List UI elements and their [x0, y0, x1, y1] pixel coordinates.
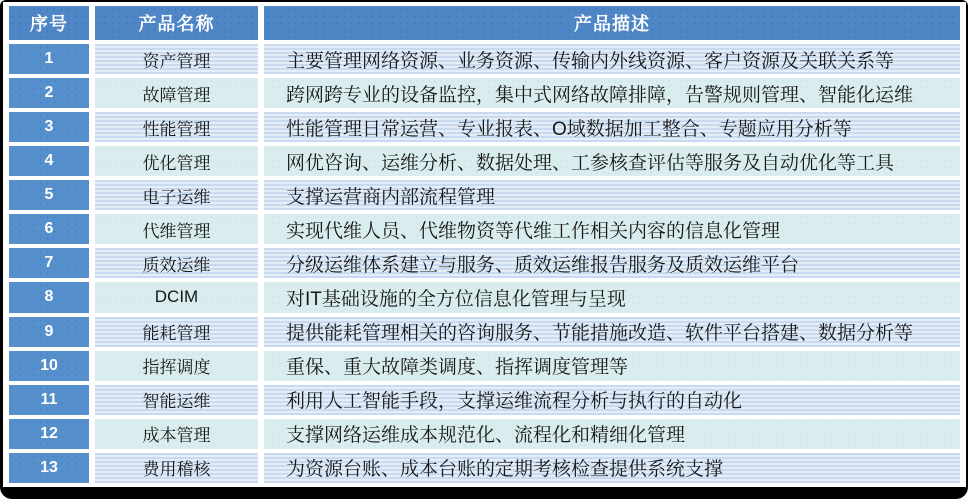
- product-name-cell: 故障管理: [95, 78, 258, 108]
- product-table: [3, 2, 966, 487]
- product-name-cell: 资产管理: [95, 44, 258, 74]
- table-row: [9, 453, 960, 483]
- table-body: [9, 44, 960, 483]
- row-number-cell: 1: [9, 44, 89, 74]
- product-desc-cell: 跨网跨专业的设备监控，集中式网络故障排障，告警规则管理、智能化运维: [264, 78, 960, 108]
- table-row: [9, 78, 960, 108]
- table-row: [9, 282, 960, 312]
- header-cell-no: 序号: [9, 6, 89, 40]
- table-row: [9, 419, 960, 449]
- table-row: [9, 317, 960, 347]
- table-row: [9, 248, 960, 278]
- row-number-cell: 10: [9, 351, 89, 381]
- row-number-cell: 13: [9, 453, 89, 483]
- product-name-cell: 优化管理: [95, 146, 258, 176]
- product-name-cell: DCIM: [95, 282, 258, 312]
- product-name-cell: 电子运维: [95, 180, 258, 210]
- row-number-cell: 2: [9, 78, 89, 108]
- product-name-cell: 成本管理: [95, 419, 258, 449]
- row-number-cell: 6: [9, 214, 89, 244]
- table-row: [9, 180, 960, 210]
- row-number-cell: 9: [9, 317, 89, 347]
- product-name-cell: 质效运维: [95, 248, 258, 278]
- product-desc-cell: 主要管理网络资源、业务资源、传输内外线资源、客户资源及关联关系等: [264, 44, 960, 74]
- product-desc-cell: 为资源台账、成本台账的定期考核检查提供系统支撑: [264, 453, 960, 483]
- product-desc-cell: 提供能耗管理相关的咨询服务、节能措施改造、软件平台搭建、数据分析等: [264, 317, 960, 347]
- table-row: [9, 146, 960, 176]
- product-name-cell: 指挥调度: [95, 351, 258, 381]
- product-desc-cell: 重保、重大故障类调度、指挥调度管理等: [264, 351, 960, 381]
- header-cell-name: 产品名称: [95, 6, 258, 40]
- product-desc-cell: 实现代维人员、代维物资等代维工作相关内容的信息化管理: [264, 214, 960, 244]
- row-number-cell: 8: [9, 282, 89, 312]
- product-desc-cell: 分级运维体系建立与服务、质效运维报告服务及质效运维平台: [264, 248, 960, 278]
- table-row: [9, 112, 960, 142]
- product-desc-cell: 利用人工智能手段，支撑运维流程分析与执行的自动化: [264, 385, 960, 415]
- product-name-cell: 费用稽核: [95, 453, 258, 483]
- product-name-cell: 智能运维: [95, 385, 258, 415]
- product-desc-cell: 支撑网络运维成本规范化、流程化和精细化管理: [264, 419, 960, 449]
- table-row: [9, 351, 960, 381]
- product-name-cell: 代维管理: [95, 214, 258, 244]
- product-desc-cell: 对IT基础设施的全方位信息化管理与呈现: [264, 282, 960, 312]
- row-number-cell: 11: [9, 385, 89, 415]
- row-number-cell: 3: [9, 112, 89, 142]
- row-number-cell: 5: [9, 180, 89, 210]
- table-header: [9, 6, 960, 40]
- header-row: [9, 6, 960, 40]
- product-name-cell: 能耗管理: [95, 317, 258, 347]
- row-number-cell: 12: [9, 419, 89, 449]
- table-row: [9, 385, 960, 415]
- product-desc-cell: 支撑运营商内部流程管理: [264, 180, 960, 210]
- product-desc-cell: 性能管理日常运营、专业报表、O域数据加工整合、专题应用分析等: [264, 112, 960, 142]
- row-number-cell: 4: [9, 146, 89, 176]
- product-desc-cell: 网优咨询、运维分析、数据处理、工参核查评估等服务及自动优化等工具: [264, 146, 960, 176]
- row-number-cell: 7: [9, 248, 89, 278]
- table-row: [9, 214, 960, 244]
- header-cell-desc: 产品描述: [264, 6, 960, 40]
- product-name-cell: 性能管理: [95, 112, 258, 142]
- table-row: [9, 44, 960, 74]
